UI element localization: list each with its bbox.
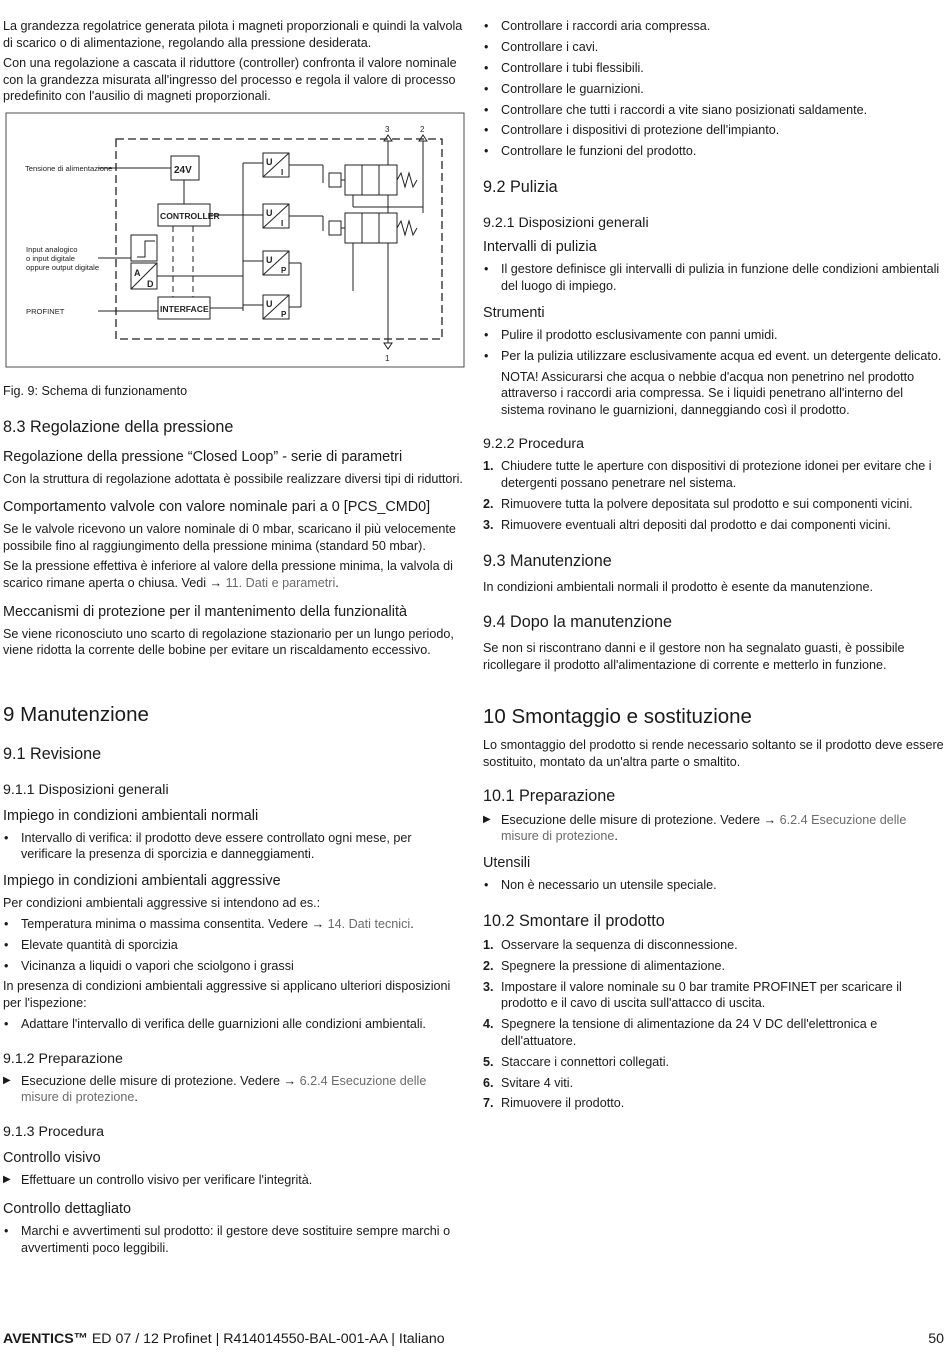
label-input-2: o input digitale <box>26 253 75 263</box>
list-item: • Non è necessario un utensile speciale. <box>483 877 945 894</box>
section-10-2-title: 10.2 Smontare il prodotto <box>483 911 665 930</box>
s921-list-2 <box>483 327 945 364</box>
block-a-label: A <box>134 267 141 278</box>
s83-p3-link[interactable]: 11. Dati e parametri <box>225 575 336 590</box>
page-footer <box>3 1331 944 1347</box>
s83-p3-text: Se la pressione effettiva è inferiore al valore della pressione minima, la valvola di scarico rimane aperta o chiusa. Vedi → <box>3 559 453 590</box>
s83-paragraph-1: Con la struttura di regolazione adottata è possibile realizzare diversi tipi di riduttori. <box>3 471 463 486</box>
s10-paragraph: Lo smontaggio del prodotto si rende necessario soltanto se il prodotto deve essere sostituito, montato da un'altra parte o smaltito. <box>483 738 944 769</box>
check-list <box>483 18 945 160</box>
list-item: • Il gestore definisce gli intervalli di pulizia in funzione delle condizioni ambientali del luogo di impiego. <box>483 261 945 294</box>
step-number: 3. <box>483 517 494 532</box>
section-9-1-2-title: 9.1.2 Preparazione <box>3 1050 123 1067</box>
list-item <box>483 517 945 534</box>
step-text: Rimuovere il prodotto. <box>501 1096 625 1111</box>
section-9-2-1-title: 9.2.1 Disposizioni generali <box>483 215 649 232</box>
list-item: • Controllare le guarnizioni. <box>483 81 945 98</box>
label-profinet: PROFINET <box>26 306 65 316</box>
s911-paragraph-1: Per condizioni ambientali aggressive si intendono ad es.: <box>3 896 321 911</box>
conv3-u: U <box>266 254 273 265</box>
step-number: 2. <box>483 496 494 511</box>
list-item: • Adattare l'intervallo di verifica delle guarnizioni alle condizioni ambientali. <box>3 1016 465 1033</box>
section-10-1-title: 10.1 Preparazione <box>483 786 616 805</box>
function-diagram-svg <box>3 111 465 373</box>
step-number: 1. <box>483 459 494 474</box>
s101-subtitle-1: Utensili <box>483 855 531 871</box>
step-text: Chiudere tutte le aperture con dispositivi di protezione idonei per evitare che i detergenti possano penetrare nel sistema. <box>501 459 932 490</box>
list-item: • Intervallo di verifica: il prodotto deve essere controllato ogni mese, per verificare la presenza di sporcizia e danneggiamenti. <box>3 830 465 863</box>
conv1-u: U <box>266 156 273 167</box>
s913-list-2 <box>3 1223 465 1256</box>
s911-subtitle-2: Impiego in condizioni ambientali aggressive <box>3 873 281 890</box>
intro-paragraph-1: La grandezza regolatrice generata pilota i magneti proporzionali e quindi la valvola di scarico o di alimentazione, regolando alla pressione desiderata. <box>3 19 463 50</box>
figure-caption: Fig. 9: Schema di funzionamento <box>3 383 188 398</box>
s94-paragraph: Se non si riscontrano danni e il gestore non ha segnalato guasti, è possibile ricollegare il prodotto all'alimentazione di corrente e metterlo in funzione. <box>483 641 905 672</box>
conv2-i: I <box>281 218 284 228</box>
section-9-1-1-title: 9.1.1 Disposizioni generali <box>3 781 169 798</box>
s83-subtitle-1: Regolazione della pressione “Closed Loop” - serie di parametri <box>3 448 403 465</box>
step-text: Rimuovere eventuali altri depositi dal prodotto e dai componenti vicini. <box>501 517 891 532</box>
nota-label: NOTA! <box>501 369 539 384</box>
step-text: Staccare i connettori collegati. <box>501 1054 670 1069</box>
step-number: 5. <box>483 1054 494 1069</box>
right-column <box>483 18 945 1116</box>
step-number: 4. <box>483 1017 494 1032</box>
nota-notice <box>483 369 945 419</box>
list-item <box>483 1075 945 1092</box>
s83-paragraph-3: Se la pressione effettiva è inferiore al valore della pressione minima, la valvola di scarico rimane aperta o chiusa. Vedi → 11. Dati e parametri. <box>3 559 453 590</box>
port-number-3: 3 <box>385 124 390 134</box>
s83-subtitle-2: Comportamento valvole con valore nominale pari a 0 [PCS_CMD0] <box>3 499 431 516</box>
list-item <box>483 958 945 975</box>
list-item: • Temperatura minima o massima consentita. Vedere → 14. Dati tecnici. <box>3 916 465 933</box>
list-item: • Marchi e avvertimenti sul prodotto: il gestore deve sostituire sempre marchi o avvertimenti poco leggibili. <box>3 1223 465 1256</box>
conv4-u: U <box>266 298 273 309</box>
s913-list-1 <box>3 1172 465 1189</box>
s101-t1-text: Esecuzione delle misure di protezione. Vedere → <box>501 812 780 827</box>
block-d-label: D <box>147 278 154 289</box>
s912-list <box>3 1073 465 1106</box>
conv1-i: I <box>281 167 284 177</box>
s911-subtitle-1: Impiego in condizioni ambientali normali <box>3 807 259 824</box>
section-9-4-title: 9.4 Dopo la manutenzione <box>483 613 672 632</box>
list-item <box>483 1095 945 1112</box>
s921-subtitle-1: Intervalli di pulizia <box>483 239 597 256</box>
label-supply: Tensione di alimentazione <box>25 163 113 173</box>
s101-t1-link[interactable]: 6.2.4 Esecuzione delle misure di protezione <box>501 812 907 844</box>
port-number-1: 1 <box>385 353 390 363</box>
label-input-1: Input analogico <box>26 244 78 254</box>
chapter-10-title: 10 Smontaggio e sostituzione <box>483 705 752 729</box>
step-text: Spegnere la tensione di alimentazione da 24 V DC dell'elettronica e dell'attuatore. <box>501 1017 878 1048</box>
section-9-1-title: 9.1 Revisione <box>3 744 102 763</box>
s911-list-1 <box>3 830 465 863</box>
list-item: • Controllare che tutti i raccordi a vite siano posizionati saldamente. <box>483 102 945 119</box>
port-number-2: 2 <box>420 124 425 134</box>
left-column <box>3 18 465 1260</box>
s911-b2-link[interactable]: 14. Dati tecnici <box>327 916 411 931</box>
step-number: 3. <box>483 979 494 994</box>
list-item <box>483 1016 945 1049</box>
s912-t1-link[interactable]: 6.2.4 Esecuzione delle misure di protezione <box>21 1073 427 1105</box>
list-item: • Vicinanza a liquidi o vapori che sciolgono i grassi <box>3 958 465 975</box>
list-item: • Controllare i dispositivi di protezione dell'impianto. <box>483 122 945 139</box>
section-9-2-2-title: 9.2.2 Procedura <box>483 436 584 453</box>
list-item: ▶ Effettuare un controllo visivo per verificare l'integrità. <box>3 1172 465 1189</box>
block-24v-label: 24V <box>174 164 192 176</box>
list-item: • Pulire il prodotto esclusivamente con panni umidi. <box>483 327 945 344</box>
step-text: Svitare 4 viti. <box>501 1075 574 1090</box>
s911-list-3 <box>3 1016 465 1033</box>
s101-list-2 <box>483 877 945 894</box>
s921-subtitle-2: Strumenti <box>483 304 545 321</box>
list-item <box>483 496 945 513</box>
list-item <box>483 458 945 491</box>
step-text: Rimuovere tutta la polvere depositata sul prodotto e sui componenti vicini. <box>501 496 913 511</box>
conv3-p: P <box>281 265 287 275</box>
section-9-2-title: 9.2 Pulizia <box>483 178 558 197</box>
s101-list <box>483 812 945 845</box>
conv2-u: U <box>266 207 273 218</box>
list-item: • Controllare i cavi. <box>483 39 945 56</box>
s83-paragraph-4: Se viene riconosciuto uno scarto di regolazione stazionario per un lungo periodo, viene ridotta la corrente delle bobine per evitare un riscaldamento eccessivo. <box>3 626 454 658</box>
list-item <box>483 937 945 954</box>
section-8-3-title: 8.3 Regolazione della pressione <box>3 417 234 436</box>
step-text: Osservare la sequenza di disconnessione. <box>501 937 738 952</box>
chapter-9-title: 9 Manutenzione <box>3 702 149 726</box>
block-controller-label: CONTROLLER <box>160 210 220 221</box>
section-9-3-title: 9.3 Manutenzione <box>483 551 612 570</box>
list-item: • Controllare i tubi flessibili. <box>483 60 945 77</box>
s913-subtitle-2: Controllo dettagliato <box>3 1200 131 1217</box>
s912-t1-text: Esecuzione delle misure di protezione. Vedere → <box>21 1073 300 1088</box>
s921-list-1 <box>483 261 945 294</box>
step-number: 6. <box>483 1075 494 1090</box>
list-item: ▶ Esecuzione delle misure di protezione. Vedere → 6.2.4 Esecuzione delle misure di protezione. <box>483 812 945 845</box>
conv4-p: P <box>281 309 287 319</box>
s93-paragraph: In condizioni ambientali normali il prodotto è esente da manutenzione. <box>483 579 873 594</box>
s83-paragraph-2: Se le valvole ricevono un valore nominale di 0 mbar, scaricano il più velocemente possibile fino al raggiungimento della pressione minima (standard 50 mbar). <box>3 522 456 553</box>
list-item: • Controllare le funzioni del prodotto. <box>483 143 945 160</box>
s911-paragraph-2: In presenza di condizioni ambientali aggressive si applicano ulteriori disposizioni per l'ispezione: <box>3 979 451 1011</box>
footer-info: ED 07 / 12 Profinet | R414014550-BAL-001-AA | Italiano <box>87 1331 445 1347</box>
s83-subtitle-3: Meccanismi di protezione per il mantenimento della funzionalità <box>3 603 407 620</box>
s913-subtitle-1: Controllo visivo <box>3 1150 101 1167</box>
step-number: 7. <box>483 1096 494 1111</box>
function-diagram <box>3 111 465 373</box>
list-item: • Per la pulizia utilizzare esclusivamente acqua ed event. un detergente delicato. <box>483 348 945 365</box>
block-interface-label: INTERFACE <box>160 303 209 314</box>
list-item <box>483 1054 945 1071</box>
list-item: • Controllare i raccordi aria compressa. <box>483 18 945 35</box>
intro-paragraph-2: Con una regolazione a cascata il riduttore (controller) confronta il valore nominale con la grandezza misurata all'ingresso del processo e regola il valore di processo predefinito con l'ausilio di magneti proporzionali. <box>3 56 457 104</box>
page-number: 50 <box>928 1331 944 1347</box>
s911-list-2 <box>3 916 465 974</box>
s911-b2-text: Temperatura minima o massima consentita. Vedere → <box>21 916 328 931</box>
s102-steps <box>483 937 945 1112</box>
label-input-3: oppure output digitale <box>26 262 100 272</box>
step-number: 2. <box>483 958 494 973</box>
brand-name: AVENTICS™ <box>3 1331 88 1347</box>
list-item: ▶ Esecuzione delle misure di protezione. Vedere → 6.2.4 Esecuzione delle misure di protezione. <box>3 1073 465 1106</box>
list-item: • Elevate quantità di sporcizia <box>3 937 465 954</box>
list-item <box>483 979 945 1012</box>
step-number: 1. <box>483 937 494 952</box>
step-text: Impostare il valore nominale su 0 bar tramite PROFINET per scaricare il prodotto e il cavo di uscita sull'attacco di uscita. <box>501 979 902 1011</box>
step-text: Spegnere la pressione di alimentazione. <box>501 958 726 973</box>
section-9-1-3-title: 9.1.3 Procedura <box>3 1124 104 1141</box>
nota-text: Assicurarsi che acqua o nebbie d'acqua non penetrino nel prodotto attraverso i raccordi aria compressa. Se i liquidi penetrano all'interno del sistema rovinano le guarnizioni, danneggiando così il prodotto. <box>501 369 915 417</box>
s922-steps <box>483 458 945 533</box>
